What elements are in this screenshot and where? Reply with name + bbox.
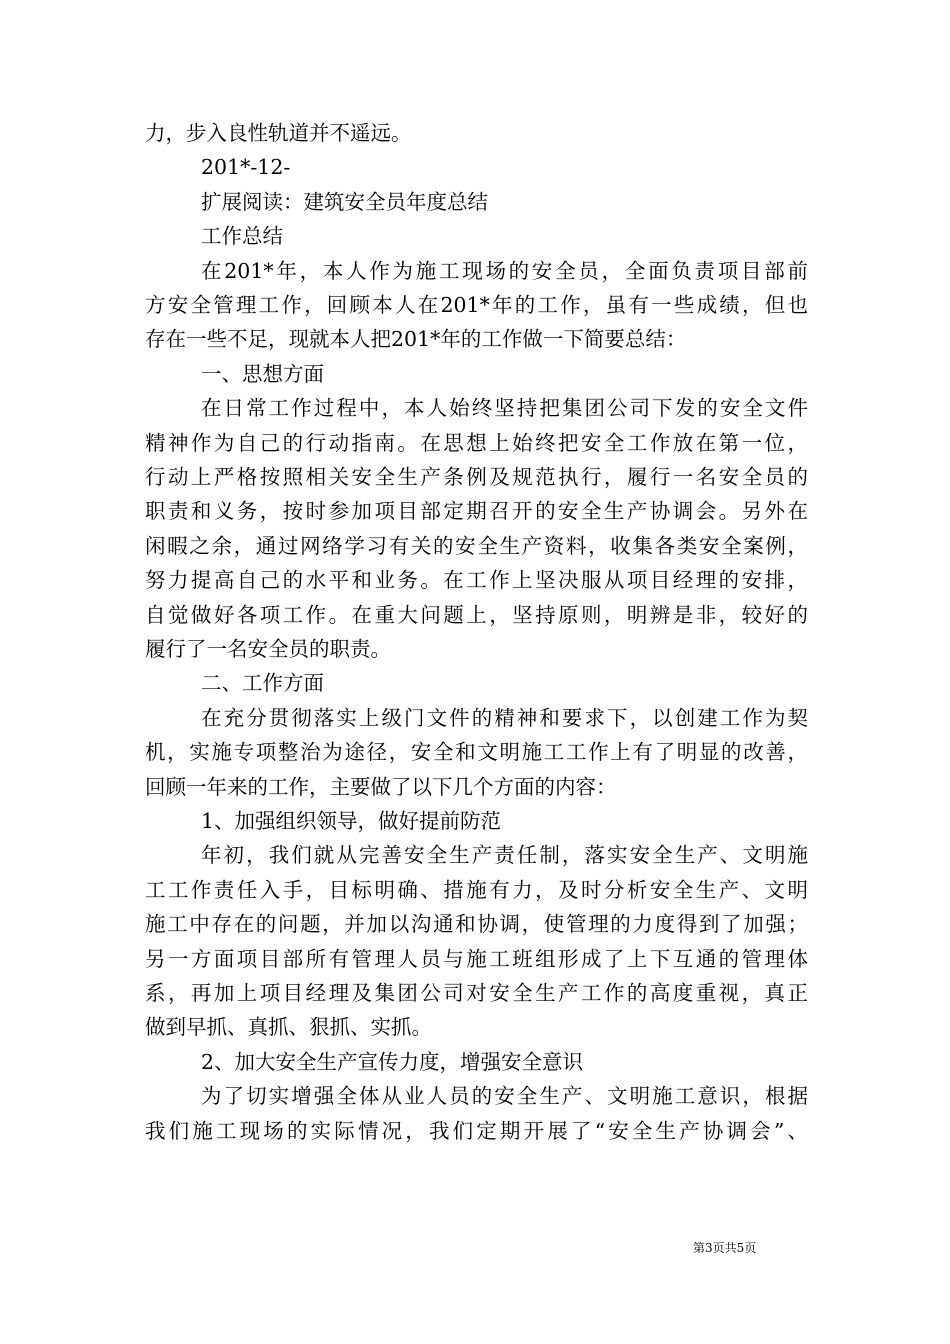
text-line: 在201*年，本人作为施工现场的安全员，全面负责项目部前 — [201, 259, 808, 283]
text-line: 工作总结 — [201, 224, 283, 248]
text-line: 自觉做好各项工作。在重大问题上，坚持原则，明辨是非，较好的 — [145, 603, 808, 627]
text-line: 努力提高自己的水平和业务。在工作上坚决服从项目经理的安排， — [145, 568, 808, 592]
text-line: 回顾一年来的工作，主要做了以下几个方面的内容： — [145, 775, 617, 799]
text-line: 为了切实增强全体从业人员的安全生产、文明施工意识，根据 — [201, 1084, 808, 1108]
text-line: 在充分贯彻落实上级门文件的精神和要求下，以创建工作为契 — [201, 706, 808, 730]
text-line: 二、工作方面 — [201, 671, 324, 695]
text-line: 系，再加上项目经理及集团公司对安全生产工作的高度重视，真正 — [145, 981, 808, 1005]
text-line: 另一方面项目部所有管理人员与施工班组形成了上下互通的管理体 — [145, 947, 808, 971]
text-line: 履行了一名安全员的职责。 — [145, 637, 391, 661]
page-number-footer: 第3页共5页 — [693, 1241, 757, 1255]
text-line: 精神作为自己的行动指南。在思想上始终把安全工作放在第一位， — [145, 431, 808, 455]
text-line: 机，实施专项整治为途径，安全和文明施工工作上有了明显的改善， — [145, 740, 808, 764]
text-line: 施工中存在的问题，并加以沟通和协调，使管理的力度得到了加强； — [145, 912, 808, 936]
text-line: 职责和义务，按时参加项目部定期召开的安全生产协调会。另外在 — [145, 499, 808, 523]
text-line: 方安全管理工作，回顾本人在201*年的工作，虽有一些成绩，但也 — [145, 293, 808, 317]
text-line: 一、思想方面 — [201, 362, 324, 386]
text-line: 1、加强组织领导，做好提前防范 — [201, 809, 502, 833]
text-line: 行动上严格按照相关安全生产条例及规范执行，履行一名安全员的 — [145, 465, 808, 489]
text-line: 力，步入良性轨道并不遥远。 — [145, 121, 412, 145]
text-line: 存在一些不足，现就本人把201*年的工作做一下简要总结： — [145, 327, 687, 351]
text-line: 201*-12- — [201, 155, 291, 179]
text-line: 年初，我们就从完善安全生产责任制，落实安全生产、文明施 — [201, 843, 808, 867]
text-line: 工工作责任入手，目标明确、措施有力，及时分析安全生产、文明 — [145, 878, 808, 902]
text-line: 在日常工作过程中，本人始终坚持把集团公司下发的安全文件 — [201, 396, 808, 420]
text-line: 2、加大安全生产宣传力度，增强安全意识 — [201, 1050, 584, 1074]
text-line: 扩展阅读：建筑安全员年度总结 — [201, 190, 488, 214]
text-line: 我们施工现场的实际情况，我们定期开展了“安全生产协调会”、 — [145, 1119, 808, 1143]
text-line: 闲暇之余，通过网络学习有关的安全生产资料，收集各类安全案例， — [145, 534, 808, 558]
text-line: 做到早抓、真抓、狠抓、实抓。 — [145, 1015, 432, 1039]
